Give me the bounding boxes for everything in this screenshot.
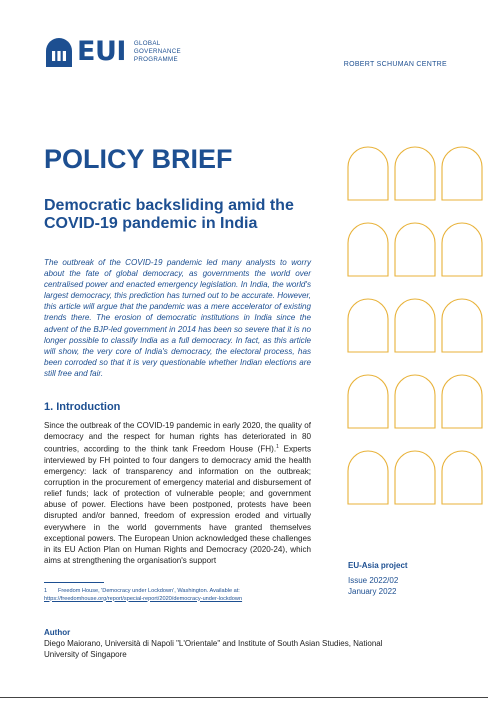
footnote-link[interactable]: https://freedomhouse.org/report/special-report/2020/democracy-under-lockdown <box>44 595 243 602</box>
footnote-marker[interactable]: 1 <box>276 444 279 451</box>
centre-name: ROBERT SCHUMAN CENTRE <box>343 61 447 68</box>
eui-logo <box>44 37 181 67</box>
issue-number: Issue 2022/02 <box>348 576 399 585</box>
page-bottom-rule <box>0 697 488 698</box>
body-text-part: Experts interviewed by FH pointed to four dangers to democracy amid the health emergency: lack of transparency and information on the outbreak; corruption in the procurement of emergency material and disbursement of relief funds; lack of protection of vulnerable people; and government abuse of power. Elections have been postponed, protests have been disrupted and/or banned, freedom of expression eroded and virtually everywhere in the world governments have granted themselves exceptional powers. The European Union acknowledged these challenges in its EU Action Plan on Human Rights and Democracy (2020-24), which aims at strengthening the organisation's support <box>44 444 311 565</box>
author-affiliation: Diego Maiorano, Università di Napoli "L'Orientale" and Institute of South Asian Studies, National University of Singapore <box>44 639 383 659</box>
logo-acronym: EUI <box>77 36 126 67</box>
document-type: POLICY BRIEF <box>44 144 233 174</box>
abstract: The outbreak of the COVID-19 pandemic led many analysts to worry about the fate of global democracy, as governments the world over centralised power and enacted emergency legislation. In India, the world's largest democracy, this prediction has turned out to be accurate. However, this article will argue that the pandemic was a mere accelerator of existing trends there. The erosion of democratic institutions in India since the advent of the BJP-led government in 2014 has been so severe that it is no longer possible to classify India as a full democracy. In fact, as this article will show, the very core of India's democracy, the electoral process, has been corroded so that it is very questionable whether Indian elections are still free and fair. <box>44 258 311 378</box>
issue-date: January 2022 <box>348 587 397 596</box>
logo-programme-name <box>134 40 181 64</box>
section-body <box>44 420 311 566</box>
footnote-divider <box>44 582 104 583</box>
decorative-arches-pattern <box>345 144 488 544</box>
eui-logo-mark-icon <box>44 37 74 67</box>
section-heading: 1. Introduction <box>44 401 121 413</box>
footnote <box>44 588 311 603</box>
logo-line: GLOBAL <box>133 40 161 47</box>
footnote-text: Freedom House, 'Democracy under Lockdown', Washington. Available at: <box>58 588 240 594</box>
project-name: EU-Asia project <box>348 561 408 570</box>
project-info <box>348 560 448 597</box>
brief-title: Democratic backsliding amid the COVID-19 pandemic in India <box>44 197 294 232</box>
footnote-number: 1 <box>44 588 48 594</box>
logo-line: GOVERNANCE <box>133 48 181 55</box>
body-text-part: Since the outbreak of the COVID-19 pandemic in early 2020, the quality of democracy and the respect for human rights has deteriorated in 80 countries, according to the think tank Freedom House (FH). <box>44 421 311 454</box>
logo-line: PROGRAMME <box>133 56 178 63</box>
author-heading: Author <box>44 628 71 637</box>
